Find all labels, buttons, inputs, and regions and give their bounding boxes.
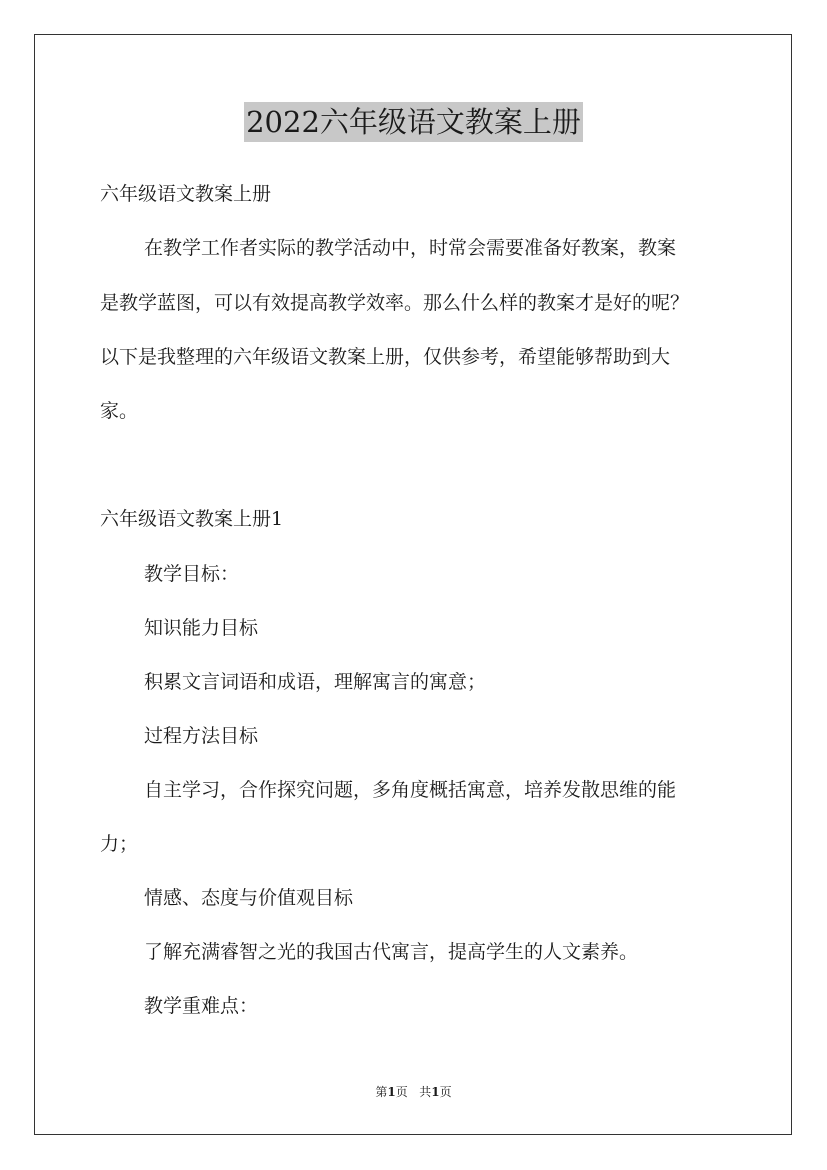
- intro-paragraph-line-4: 家。: [100, 400, 139, 422]
- key-difficulties-label: 教学重难点：: [144, 995, 259, 1017]
- process-goal-text-line-1: 自主学习，合作探究问题，多角度概括寓意，培养发散思维的能: [144, 779, 677, 801]
- knowledge-goal-heading: 知识能力目标: [144, 617, 259, 639]
- section-heading: 六年级语文教案上册: [100, 183, 272, 205]
- footer-total-suffix: 页: [439, 1085, 452, 1099]
- intro-paragraph-line-1: 在教学工作者实际的教学活动中，时常会需要准备好教案，教案: [144, 237, 677, 259]
- footer-page-number: 1: [387, 1085, 396, 1099]
- lesson-heading: 六年级语文教案上册1: [100, 508, 284, 530]
- intro-paragraph-line-2: 是教学蓝图，可以有效提高教学效率。那么什么样的教案才是好的呢？: [100, 292, 690, 314]
- footer-total-number: 1: [431, 1085, 440, 1099]
- knowledge-goal-text: 积累文言词语和成语，理解寓言的寓意；: [144, 671, 487, 693]
- footer-total-prefix: 共: [419, 1085, 432, 1099]
- teaching-goals-label: 教学目标：: [144, 563, 240, 585]
- process-goal-text-line-2: 力；: [100, 833, 139, 855]
- title-container: [0, 102, 827, 142]
- process-goal-heading: 过程方法目标: [144, 725, 259, 747]
- emotion-goal-heading: 情感、态度与价值观目标: [144, 887, 354, 909]
- intro-paragraph-line-3: 以下是我整理的六年级语文教案上册，仅供参考，希望能够帮助到大: [100, 346, 671, 368]
- page-footer: [0, 1083, 827, 1101]
- document-title: 2022六年级语文教案上册: [244, 102, 583, 142]
- footer-page-prefix: 第: [375, 1085, 388, 1099]
- footer-page-suffix: 页: [395, 1085, 408, 1099]
- emotion-goal-text: 了解充满睿智之光的我国古代寓言，提高学生的人文素养。: [144, 941, 639, 963]
